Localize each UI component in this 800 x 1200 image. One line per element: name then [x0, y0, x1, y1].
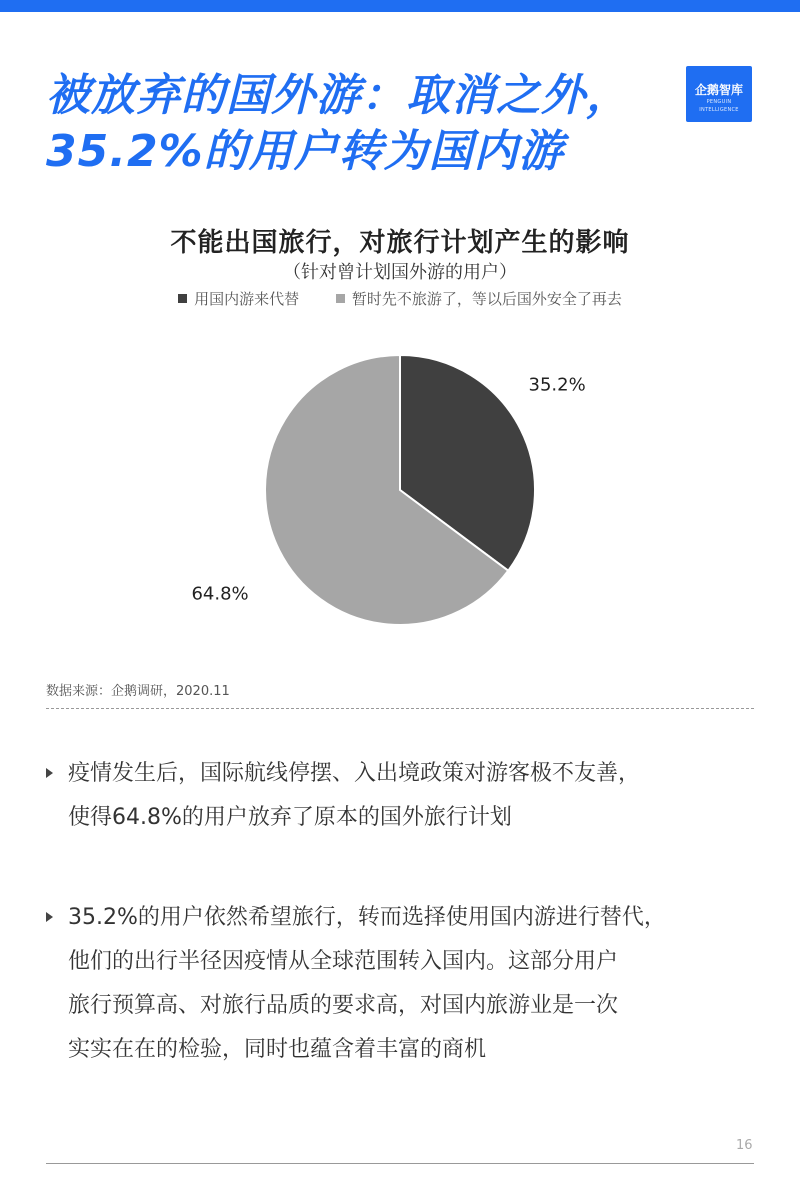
dashed-divider [46, 708, 754, 709]
chart-legend [0, 288, 800, 309]
bullet-line: 疫情发生后，国际航线停摆、入出境政策对游客极不友善， [68, 761, 641, 786]
legend-swatch-postpone [336, 294, 345, 303]
pie-label-domestic: 35.2% [528, 374, 586, 396]
page-number: 16 [736, 1138, 753, 1153]
legend-swatch-domestic [178, 294, 187, 303]
page-title-line-1: 被放弃的国外游：取消之外， [46, 70, 631, 121]
page-title-line-2: 35.2%的用户转为国内游 [46, 126, 564, 177]
legend-label-postpone: 暂时先不旅游了，等以后国外安全了再去 [351, 290, 622, 308]
bullet-line: 35.2%的用户依然希望旅行，转而选择使用国内游进行替代， [68, 905, 666, 930]
top-accent-bar [0, 0, 800, 12]
bullet-text-2 [68, 896, 766, 1072]
bullet-text-1 [68, 752, 766, 840]
logo-subtext: PENGUIN INTELLIGENCE [699, 99, 739, 113]
bullet-point-2 [46, 896, 766, 1072]
chart-subtitle: （针对曾计划国外游的用户） [283, 262, 517, 283]
pie-label-postpone: 64.8% [191, 583, 249, 605]
bullet-point-1 [46, 752, 766, 840]
footer-divider [46, 1163, 754, 1164]
legend-item-domestic [178, 288, 299, 309]
logo-text: 企鹅智库 [694, 83, 743, 97]
bullet-line: 使得64.8%的用户放弃了原本的国外旅行计划 [68, 805, 512, 830]
pie-chart [0, 330, 800, 650]
legend-label-domestic: 用国内游来代替 [194, 290, 300, 308]
data-source: 数据来源：企鹅调研，2020.11 [46, 684, 230, 699]
brand-logo [686, 66, 752, 122]
page-title [46, 68, 666, 180]
bullet-marker-icon [46, 768, 53, 778]
chart-title: 不能出国旅行，对旅行计划产生的影响 [170, 228, 630, 258]
bullet-line: 旅行预算高、对旅行品质的要求高，对国内旅游业是一次 [68, 993, 619, 1018]
legend-item-postpone [336, 288, 622, 309]
bullet-line: 实实在在的检验，同时也蕴含着丰富的商机 [68, 1037, 487, 1062]
bullet-line: 他们的出行半径因疫情从全球范围转入国内。这部分用户 [68, 949, 619, 974]
bullet-marker-icon [46, 912, 53, 922]
